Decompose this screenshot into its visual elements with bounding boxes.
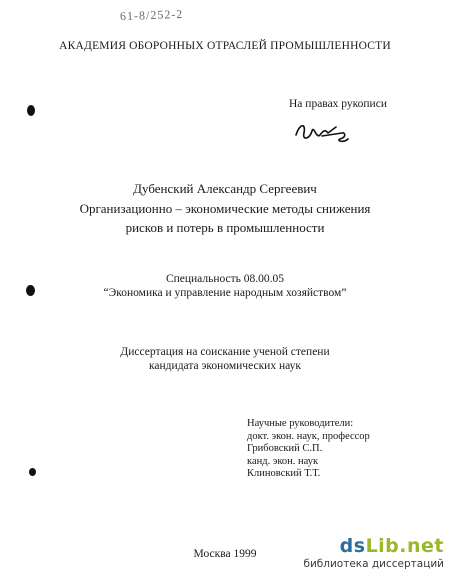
degree-line-1: Диссертация на соискание ученой степени: [120, 346, 330, 358]
specialty-name: “Экономика и управление народным хозяйством”: [103, 287, 347, 299]
author-name: Дубенский Александр Сергеевич: [133, 181, 317, 196]
punch-hole-mark: [26, 285, 35, 296]
supervisor-2-title: канд. экон. наук: [247, 455, 319, 467]
thesis-title-line-2: рисков и потерь в промышленности: [125, 220, 325, 235]
supervisors-heading: Научные руководители:: [247, 418, 354, 429]
specialty-code: Специальность 08.00.05: [165, 273, 285, 285]
punch-hole-mark: [29, 468, 36, 476]
signature-icon: [292, 117, 352, 147]
supervisor-2-name: Клиновский Т.Т.: [247, 468, 321, 480]
watermark-logo: dsLib.net: [339, 535, 444, 557]
archive-stamp: 61-8/252-2: [119, 6, 184, 24]
supervisors-block: [247, 418, 370, 481]
thesis-title-line-1: Организационно – экономические методы снижения: [79, 201, 371, 216]
degree-line-2: кандидата экономических наук: [149, 360, 301, 372]
supervisor-1-title: докт. экон. наук, профессор: [247, 430, 370, 442]
site-watermark: [303, 535, 444, 570]
city-year: Москва 1999: [193, 548, 257, 560]
institution-name: АКАДЕМИЯ ОБОРОННЫХ ОТРАСЛЕЙ ПРОМЫШЛЕННОСТИ: [59, 40, 391, 52]
manuscript-rights-note: На правах рукописи: [289, 98, 387, 110]
punch-hole-mark: [27, 105, 35, 116]
watermark-subtitle: библиотека диссертаций: [303, 558, 444, 570]
supervisor-1-name: Грибовский С.П.: [247, 443, 323, 455]
